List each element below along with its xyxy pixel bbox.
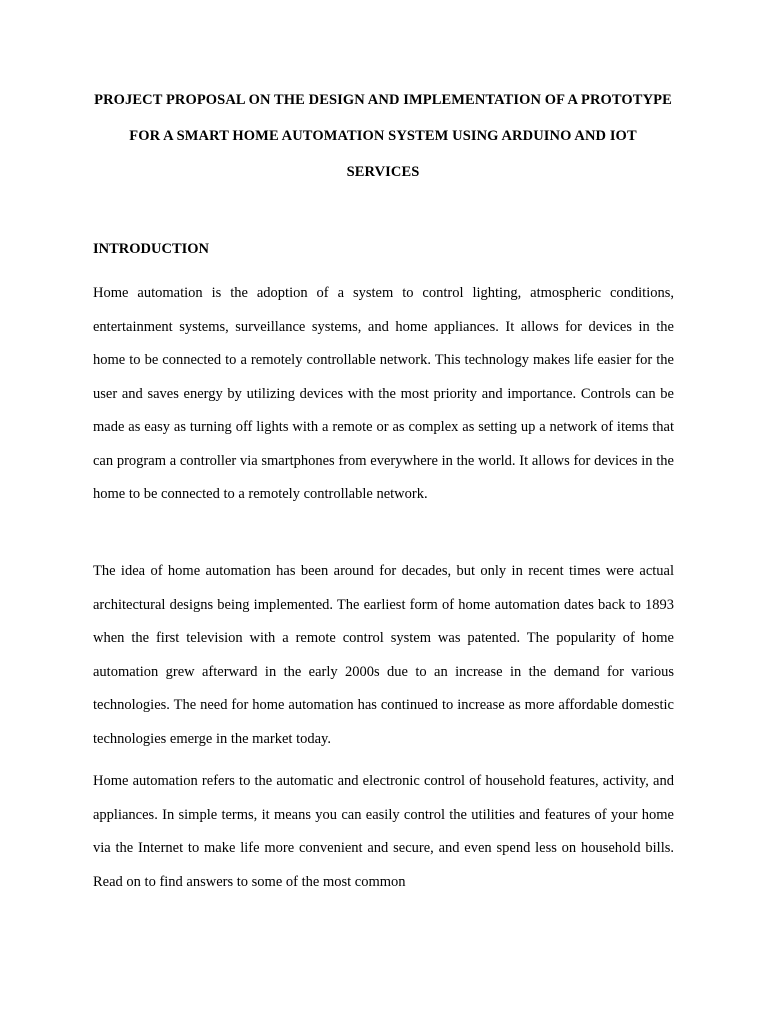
document-title: PROJECT PROPOSAL ON THE DESIGN AND IMPLEMENTATION OF A PROTOTYPE FOR A SMART HOME AUTOMATION SYSTEM USING ARDUINO AND IOT SERVICES — [94, 92, 672, 180]
body-paragraph: Home automation refers to the automatic and electronic control of household features, activity, and appliances. In simple terms, it means you can easily control the utilities and features of your home via the Internet to make life more convenient and secure, and even spend less on household bills. Read on to find answers to some of the most common — [93, 773, 674, 890]
body-paragraph: The idea of home automation has been around for decades, but only in recent times were actual architectural designs being implemented. The earliest form of home automation dates back to 1893 when the first television with a remote control system was patented. The popularity of home automation grew afterward in the early 2000s due to an increase in the demand for various technologies. The need for home automation has continued to increase as more affordable domestic technologies emerge in the market today. — [93, 563, 674, 747]
section-heading: INTRODUCTION — [93, 241, 210, 257]
body-paragraph: Home automation is the adoption of a system to control lighting, atmospheric conditions, entertainment systems, surveillance systems, and home appliances. It allows for devices in the home to be connected to a remotely controllable network. This technology makes life easier for the user and saves energy by utilizing devices with the most priority and importance. Controls can be made as easy as turning off lights with a remote or as complex as setting up a network of items that can program a controller via smartphones from everywhere in the world. It allows for devices in the home to be connected to a remotely controllable network. — [93, 285, 674, 502]
